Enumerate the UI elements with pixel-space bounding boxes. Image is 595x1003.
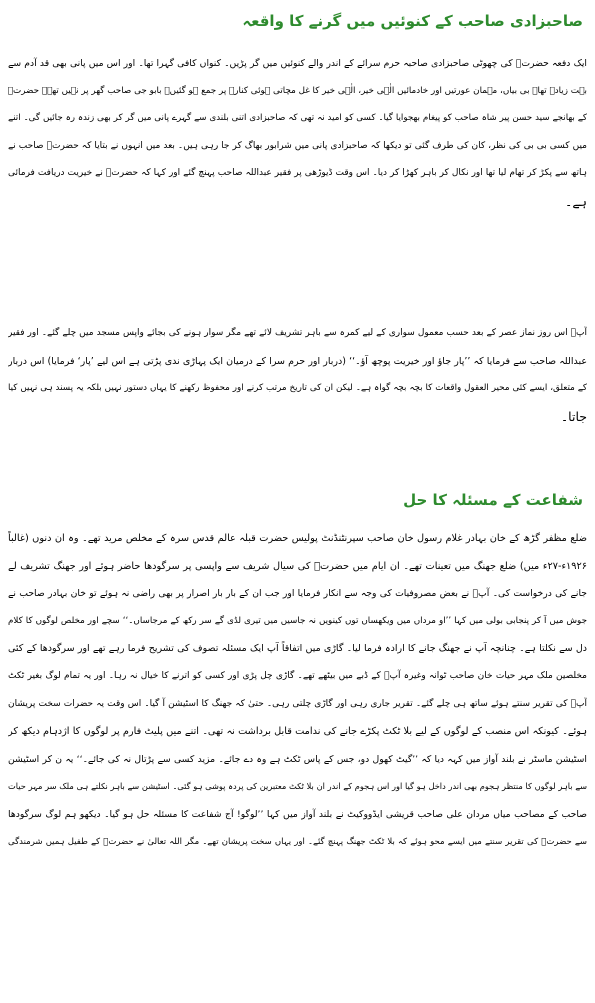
paragraph-well-incident xyxy=(8,50,587,216)
paragraph-asr-prayer xyxy=(8,320,587,430)
text-line: دل سے نکلتا ہے۔ چنانچہ آپ نے جھنگ جانے کا ارادہ فرما لیا۔ گاڑی میں اتفاقاً آپ ایک مسئلہ تصوف کی تشریح فرما رہے تھے اور سرگودھا کے کئی xyxy=(8,643,587,655)
section-heading-intercession: شفاعت کے مسئلہ کا حل xyxy=(403,491,583,509)
text-line: صاحب کے مصاحب میاں مردان علی صاحب قریشی ایڈووکیٹ نے بلند آواز میں کہا ’’لوگو! آج شفاعت کا مسئلہ حل ہو گیا۔ دیکھو ہم لوگ سرگودھا xyxy=(8,808,587,820)
text-line: جوش میں آ کر پنجابی بولی میں کہا ’’او مرداں میں ویکھساں توں کینویں نہ جاسیں میں تیری لڈی گے سر رکھ کے مرجاساں۔‘‘ سچے اور مخلص لوگوں کا کلام xyxy=(8,615,587,626)
text-line: ضلع مظفر گڑھ کے خان بہادر غلام رسول خان صاحب سپرنٹنڈنٹ پولیس حضرت قبلہ عالم قدس سرہ کے مخلص مرید تھے۔ وہ ان دنوں (غالباً xyxy=(8,533,587,544)
text-line: میں کسی بی بی کی نظر، کان کی طرف گئی تو دیکھا کہ صاحبزادی پانی میں شرابور بھاگ کر جا رہی ہیں۔ بعد میں انہوں نے بتایا کہ حضرتؒ صاحب نے xyxy=(8,140,587,151)
paragraph-intercession xyxy=(8,525,587,856)
text-line: مخلصین ملک مہر حیات خان صاحب ٹوانہ وغیرہ آپؒ کے ڈبے میں بیٹھے تھے۔ گاڑی چل پڑی اور کسی کو اترنے کا خیال نہ رہا۔ اور یہ تمام لوگ بغیر ٹکٹ xyxy=(8,670,587,681)
text-line: ہاتھ سے پکڑ کر تھام لیا تھا اور نکال کر باہر کھڑا کر دیا۔ اس وقت ڈیوڑھی پر فقیر عبداللہ صاحب پہنچ گئے اور کہا کہ حضرتؒ نے خیریت دریافت فرمائی xyxy=(8,168,587,179)
text-line: اسٹیشن ماسٹر نے بلند آواز میں کہہ دیا کہ ’’گیٹ کھول دو، جس کے پاس ٹکٹ ہے وہ دے جائے۔ مزید کسی سے پڑتال نہ کی جائے۔‘‘ یہ ن کر اسٹیشن xyxy=(8,753,587,765)
section-heading-well-incident: صاحبزادی صاحب کے کنوئیں میں گرنے کا واقعہ xyxy=(242,12,583,30)
text-line: ۱۹۲۶ء-۲۷ء میں) ضلع جھنگ میں تعینات تھے۔ ان ایام میں حضرتؒ کی سیال شریف سے واپسی پر سرگودھا حاضر ہوئے اور جھنگ تشریف لے xyxy=(8,560,587,572)
text-line: ہے۔ xyxy=(565,193,587,209)
text-line: کے متعلق، ایسے کئی محیر العقول واقعات کا بچہ بچہ گواہ ہے۔ لیکن ان کی تاریخ مرتب کرنے اور محفوظ رکھنے کا یہاں دستور نہیں بلکہ یہ پسند ہی نہیں کیا xyxy=(8,383,587,394)
text-line: جاتا۔ xyxy=(560,408,587,424)
text-line: بہت زیادہ تھا۔ بی بیاں، مہمان عورتیں اور خادمائیں الٰہی خیر، الٰہی خیر کا غل مچاتی ہوئی کنارے پر جمع ہو گئیں۔ بابو جی صاحب گھر پر نہیں تھے۔ حضرتؒ xyxy=(8,85,587,96)
text-line: سے حضرتؒ کی تقریر سنتے میں ایسے محو ہوئے کہ بلا ٹکٹ جھنگ پہنچ گئے۔ اور یہاں سخت پریشان تھے۔ مگر اللہ تعالیٰ نے حضرتؒ کے طفیل ہمیں شرمندگی xyxy=(8,836,587,847)
text-line: آپؒ اس روز نماز عصر کے بعد حسب معمول سواری کے لیے کمرہ سے باہر تشریف لائے تھے مگر سوار ہونے کی بجائے واپس مسجد میں چلے گئے۔ اور فقیر xyxy=(8,328,587,338)
text-line: سے باہر لوگوں کا منتظر ہجوم بھی اندر داخل ہو گیا اور اس ہجوم کے اندر ان بلا ٹکٹ معتبرین کی پردہ پوشی ہو گئی۔ اسٹیشن سے باہر نکلتے ہی ملک سر مہر حیات xyxy=(8,781,587,792)
text-line: آپؒ کی تقریر سنتے ہوئے ساتھ ہی چلے گئے۔ تقریر جاری رہی اور گاڑی چلتی رہی۔ حتیٰ کہ جھنگ کا اسٹیشن آ گیا۔ اس وقت یہ حضرات سخت پریشان xyxy=(8,698,587,709)
text-line: عبداللہ صاحب سے فرمایا کہ ’’پار جاؤ اور خیریت پوچھ آؤ۔‘‘ (دربار اور حرم سرا کے درمیان ایک پہاڑی ندی پڑتی ہے اس لیے ’پار‘ فرمایا) اس دربار xyxy=(8,355,587,367)
text-line: ہوئے۔ کیونکہ اس منصب کے لوگوں کے لیے بلا ٹکٹ پکڑے جانے کی ندامت قابل برداشت نہ تھی۔ اتنے میں پلیٹ فارم پر لوگوں کا اژدہام دیکھ کر xyxy=(8,726,587,738)
text-line: ایک دفعہ حضرتؒ کی چھوٹی صاحبزادی صاحبہ حرم سرائے کے اندر والے کنوئیں میں گر پڑیں۔ کنواں کافی گہرا تھا۔ اور اس میں پانی بھی قد آدم سے xyxy=(8,58,587,69)
text-line: کے بھانجے سید حسن پیر شاہ صاحب کو پیغام بھجوایا گیا۔ کسی کو امید نہ تھی کہ صاحبزادی اتنی بلندی سے گہرے پانی میں گر کر بھی زندہ رہ جائیں گی۔ اتنے xyxy=(8,113,587,124)
text-line: جانے کی درخواست کی۔ آپؒ نے بعض مصروفیات کی وجہ سے انکار فرمایا اور جب ان کے بار بار اصرار پر بھی راضی نہ ہوئے تو خان بہادر صاحب نے xyxy=(8,588,587,600)
